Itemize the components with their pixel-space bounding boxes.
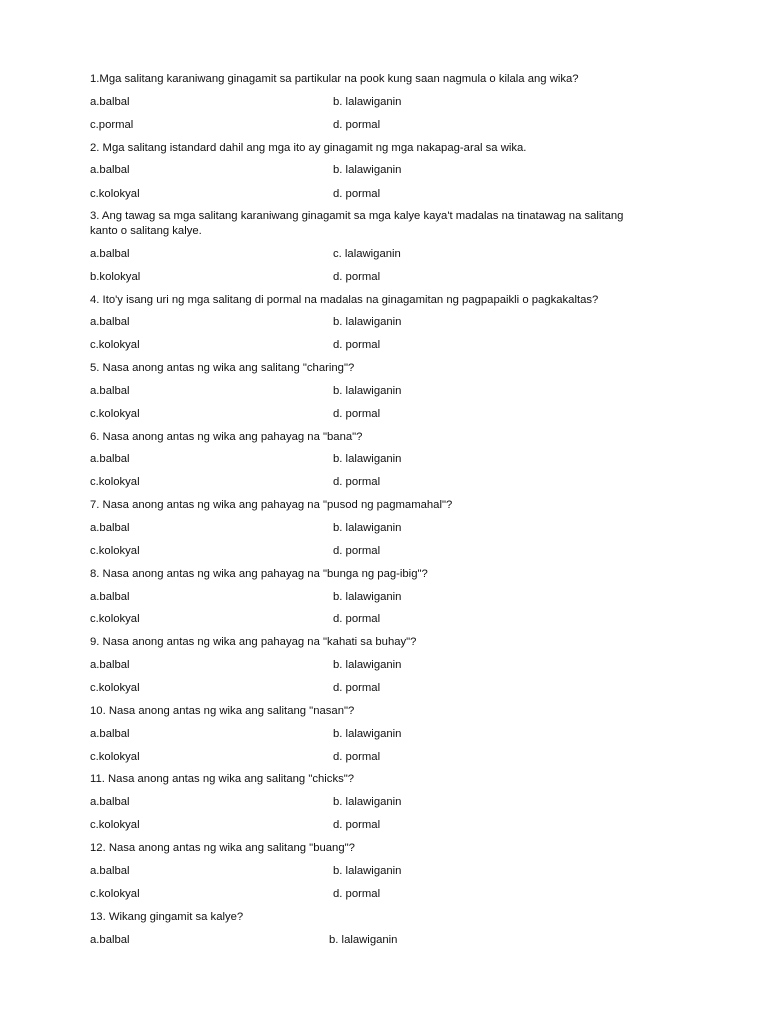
q1-choice-d: d. pormal (333, 119, 381, 131)
q4-choice-b: b. lalawiganin (333, 316, 402, 328)
q3-choice-c: b.kolokyal (90, 271, 141, 283)
q8-choice-c: c.kolokyal (90, 613, 140, 625)
q3-choice-a: a.balbal (90, 248, 130, 260)
q7-choice-d: d. pormal (333, 545, 381, 557)
question-4: 4. Ito'y isang uri ng mga salitang di pormal na madalas na ginagamitan ng pagpapaikli o pagkakaltas? (90, 294, 599, 306)
q11-choice-a: a.balbal (90, 796, 130, 808)
question-8: 8. Nasa anong antas ng wika ang pahayag na "bunga ng pag-ibig"? (90, 568, 428, 580)
q5-choice-d: d. pormal (333, 408, 381, 420)
question-3: 3. Ang tawag sa mga salitang karaniwang ginagamit sa mga kalye kaya't madalas na tinatawag na salitang kanto o salitang kalye. (90, 210, 624, 237)
q2-choice-a: a.balbal (90, 164, 130, 176)
question-12: 12. Nasa anong antas ng wika ang salitang "buang"? (90, 842, 355, 854)
q5-choice-c: c.kolokyal (90, 408, 140, 420)
q11-choice-c: c.kolokyal (90, 819, 140, 831)
q13-choice-b: b. lalawiganin (329, 934, 398, 946)
q6-choice-d: d. pormal (333, 476, 381, 488)
q10-choice-b: b. lalawiganin (333, 728, 402, 740)
q12-choice-c: c.kolokyal (90, 888, 140, 900)
question-2: 2. Mga salitang istandard dahil ang mga ito ay ginagamit ng mga nakapag-aral sa wika. (90, 142, 527, 154)
q3-choice-d: d. pormal (333, 271, 381, 283)
q12-choice-b: b. lalawiganin (333, 865, 402, 877)
q8-choice-d: d. pormal (333, 613, 381, 625)
q3-choice-b: c. lalawiganin (333, 248, 401, 260)
q9-choice-a: a.balbal (90, 659, 130, 671)
q12-choice-a: a.balbal (90, 865, 130, 877)
question-13: 13. Wikang gingamit sa kalye? (90, 911, 244, 923)
q9-choice-c: c.kolokyal (90, 682, 140, 694)
question-6: 6. Nasa anong antas ng wika ang pahayag na "bana"? (90, 431, 363, 443)
q11-choice-b: b. lalawiganin (333, 796, 402, 808)
q5-choice-a: a.balbal (90, 385, 130, 397)
q8-choice-b: b. lalawiganin (333, 591, 402, 603)
q2-choice-d: d. pormal (333, 188, 381, 200)
q10-choice-c: c.kolokyal (90, 751, 140, 763)
q8-choice-a: a.balbal (90, 591, 130, 603)
q4-choice-a: a.balbal (90, 316, 130, 328)
question-7: 7. Nasa anong antas ng wika ang pahayag na "pusod ng pagmamahal"? (90, 499, 453, 511)
q9-choice-b: b. lalawiganin (333, 659, 402, 671)
question-10: 10. Nasa anong antas ng wika ang salitang "nasan"? (90, 705, 355, 717)
q1-choice-c: c.pormal (90, 119, 134, 131)
q5-choice-b: b. lalawiganin (333, 385, 402, 397)
question-11: 11. Nasa anong antas ng wika ang salitang "chicks"? (90, 773, 355, 785)
question-9: 9. Nasa anong antas ng wika ang pahayag na "kahati sa buhay"? (90, 636, 417, 648)
question-1: 1.Mga salitang karaniwang ginagamit sa partikular na pook kung saan nagmula o kilala ang wika? (90, 73, 579, 85)
q7-choice-c: c.kolokyal (90, 545, 140, 557)
q7-choice-b: b. lalawiganin (333, 522, 402, 534)
q13-choice-a: a.balbal (90, 934, 130, 946)
q6-choice-c: c.kolokyal (90, 476, 140, 488)
q4-choice-c: c.kolokyal (90, 339, 140, 351)
q1-choice-b: b. lalawiganin (333, 96, 402, 108)
q1-choice-a: a.balbal (90, 96, 130, 108)
q12-choice-d: d. pormal (333, 888, 381, 900)
q7-choice-a: a.balbal (90, 522, 130, 534)
q2-choice-b: b. lalawiganin (333, 164, 402, 176)
q4-choice-d: d. pormal (333, 339, 381, 351)
q10-choice-a: a.balbal (90, 728, 130, 740)
q11-choice-d: d. pormal (333, 819, 381, 831)
q10-choice-d: d. pormal (333, 751, 381, 763)
question-5: 5. Nasa anong antas ng wika ang salitang "charing"? (90, 362, 355, 374)
q6-choice-a: a.balbal (90, 453, 130, 465)
q9-choice-d: d. pormal (333, 682, 381, 694)
q6-choice-b: b. lalawiganin (333, 453, 402, 465)
q2-choice-c: c.kolokyal (90, 188, 140, 200)
